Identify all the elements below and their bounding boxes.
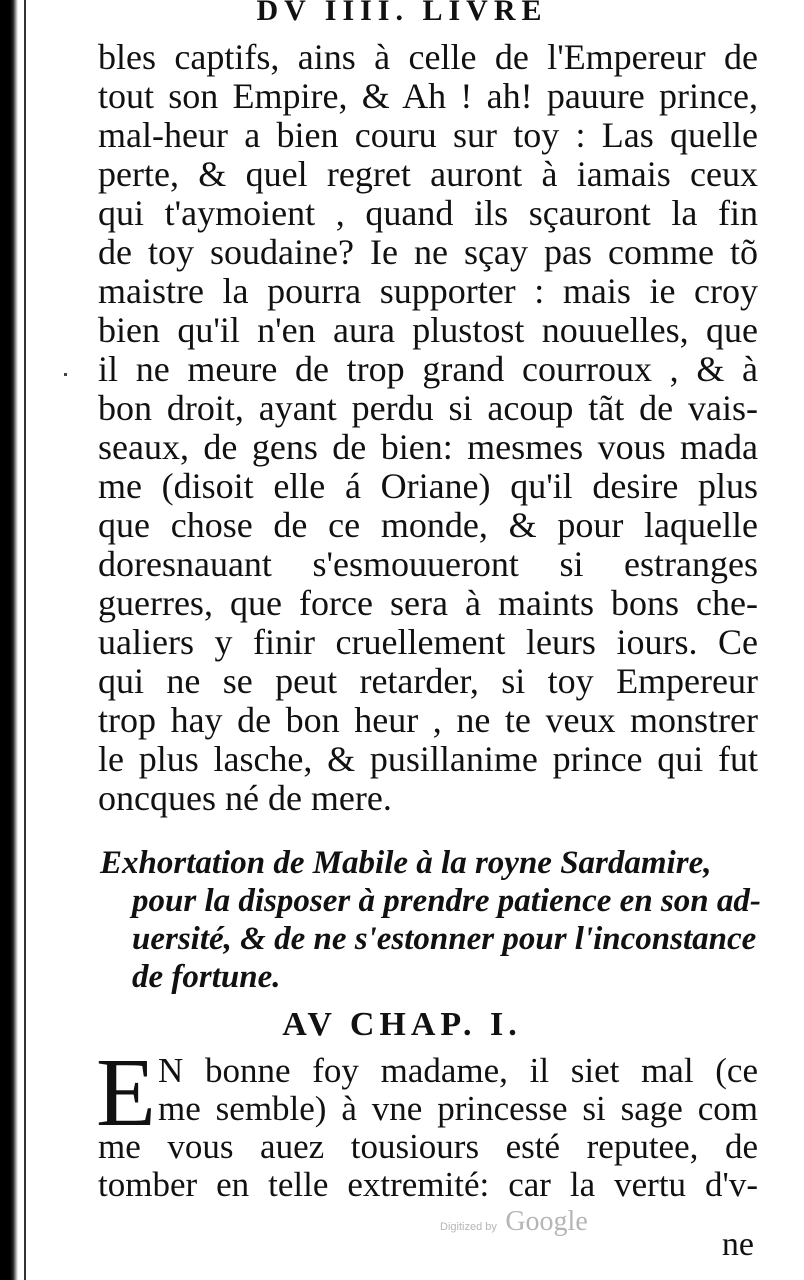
text-line: qui t'aymoient , quand ils sçauront la fin [98,193,758,233]
margin-mark [64,373,67,376]
chapter-summary [100,844,760,996]
binding-rule [24,0,26,1280]
text-line: maistre la pourra supporter : mais ie croy [98,271,758,311]
text-line: tomber en telle extremité: car la vertu d'v- [98,1165,758,1204]
text-line: me (disoit elle á Oriane) qu'il desire plus [98,466,758,506]
text-line: bon droit, ayant perdu si acoup tãt de vais- [98,388,758,428]
text-line: me semble) à vne princesse si sage com [158,1089,758,1128]
summary-line: Exhortation de Mabile à la royne Sardamire, [100,845,712,881]
text-line: il ne meure de trop grand courroux , & à [98,349,758,389]
text-line: qui ne se peut retarder, si toy Empereur [98,661,758,701]
text-line: ualiers y finir cruellement leurs iours. Ce [98,622,758,662]
text-line: trop hay de bon heur , ne te veux monstrer [98,700,758,740]
summary-line: de fortune. [132,959,281,995]
catchword: ne [721,1226,754,1263]
chapter-text [96,1039,758,1204]
text-line: perte, & quel regret auront à iamais ceux [98,154,758,194]
watermark-brand: Google [505,1206,588,1237]
text-line: que chose de ce monde, & pour laquelle [98,505,758,545]
drop-cap: E [96,1039,156,1147]
text-line: oncques né de mere. [98,778,392,818]
binding-shadow [0,0,18,1280]
text-line: doresnauant s'esmouueront si estranges [98,544,758,584]
text-line: seaux, de gens de bien: mesmes vous mada [98,427,758,467]
text-line: me vous auez tousiours esté reputee, de [98,1127,758,1166]
text-line: de toy soudaine? Ie ne sçay pas comme tõ [98,232,758,272]
text-line: le plus lasche, & pusillanime prince qui fut [98,739,758,779]
text-line: bien qu'il n'en aura plustost nouuelles, que [98,310,758,350]
chapter-title: AV CHAP. I. [282,1006,522,1043]
summary-line: pour la disposer à prendre patience en son ad- [132,883,761,919]
summary-line: uersité, & de ne s'estonner pour l'inconstance [132,921,757,957]
text-line: N bonne foy madame, il siet mal (ce [158,1051,758,1090]
running-head: DV IIII. LIVRE [256,0,548,27]
text-line: mal-heur a bien couru sur toy : Las quelle [98,115,758,155]
body-text [98,38,758,818]
watermark-prefix: Digitized by [440,1221,497,1233]
text-line: tout son Empire, & Ah ! ah! pauure prince, [98,76,758,116]
text-line: guerres, que force sera à maints bons che- [98,583,758,623]
digitized-watermark [440,1206,588,1238]
text-line: bles captifs, ains à celle de l'Empereur de [98,37,758,77]
